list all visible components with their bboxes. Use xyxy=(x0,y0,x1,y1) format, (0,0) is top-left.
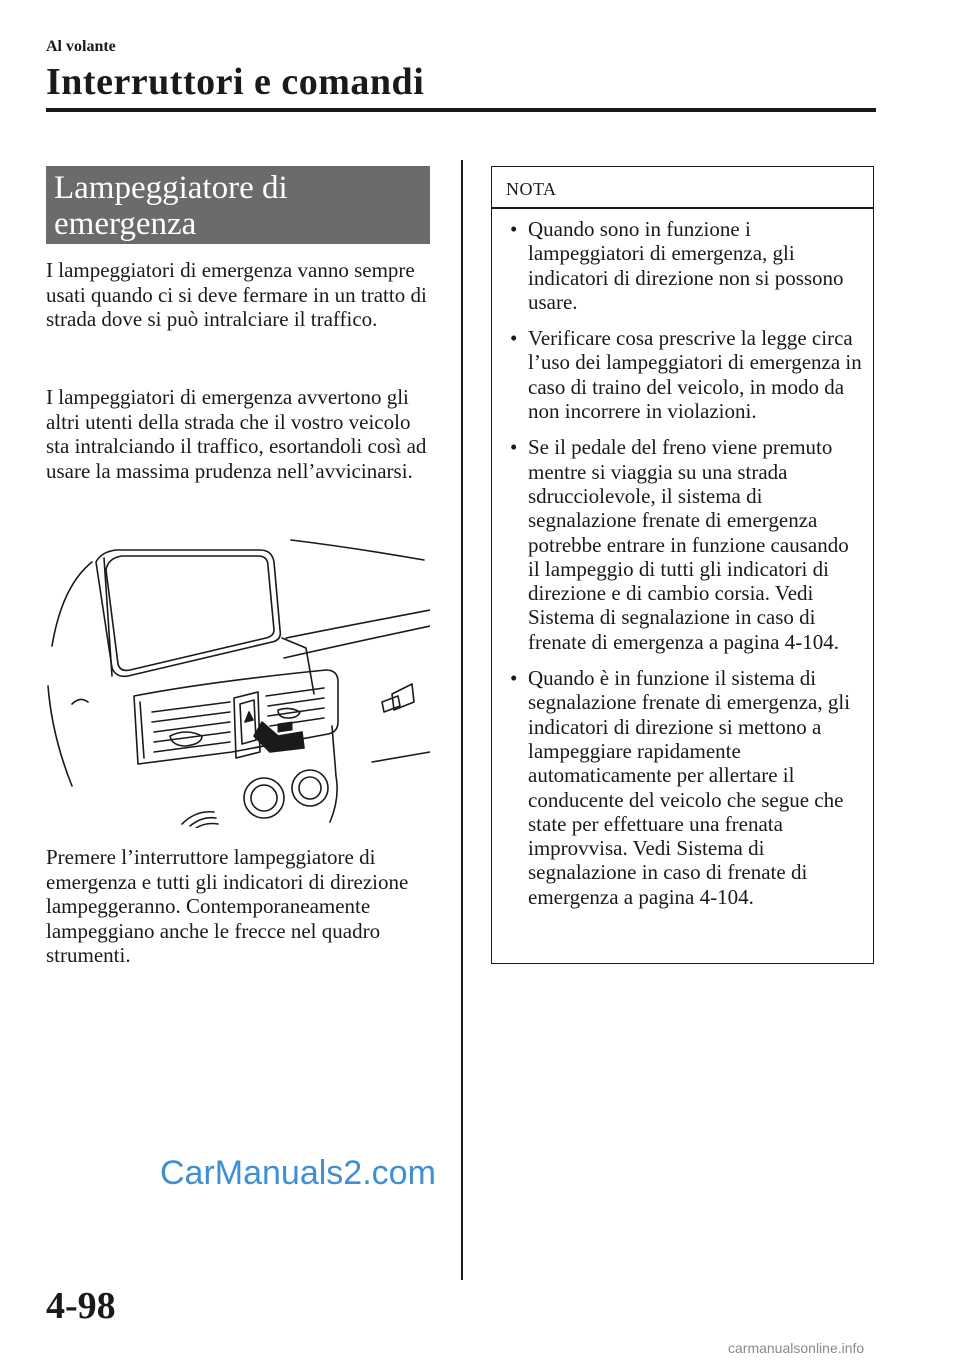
note-item xyxy=(504,326,864,423)
note-item-text: Quando è in funzione il sistema di segnalazione frenate di emergenza, gli indicatori di direzione si mettono a lampeggiare rapidamente automaticamente per allertare il conducente del veicolo che segue che state per effettuare una frenata improvvisa. Vedi Sistema di segnalazione in caso di frenate di emergenza a pagina 4-104. xyxy=(528,666,851,909)
bullet-icon: • xyxy=(510,666,518,691)
bullet-icon: • xyxy=(510,326,518,351)
intro-paragraph: I lampeggiatori di emergenza vanno sempre usati quando ci si deve fermare in un tratto di strada dove si può intralciare il traffico. xyxy=(46,258,427,331)
note-item xyxy=(504,666,864,909)
note-item-text: Se il pedale del freno viene premuto mentre si viaggia su una strada sdrucciolevole, il sistema di segnalazione frenate di emergenza potrebbe entrare in funzione causando il lampeggio di tutti gli indicatori di direzione e di cambio corsia. Vedi Sistema di segnalazione in caso di frenate di emergenza a pagina 4-104. xyxy=(528,435,849,654)
note-title-rule xyxy=(492,207,873,209)
header-rule xyxy=(46,108,876,112)
column-divider xyxy=(461,160,463,1280)
instruction-paragraph: Premere l’interruttore lampeggiatore di emergenza e tutti gli indicatori di direzione lampeggeranno. Contemporaneamente lampeggiano anche le frecce nel quadro strumenti. xyxy=(46,845,409,967)
note-list xyxy=(504,217,864,921)
section-heading-line-2: emergenza xyxy=(54,206,197,242)
note-title: NOTA xyxy=(506,179,557,199)
page-number: 4-98 xyxy=(46,1285,116,1327)
hazard-switch-illustration xyxy=(46,526,430,828)
note-item xyxy=(504,435,864,654)
footer-watermark: carmanualsonline.info xyxy=(728,1340,865,1356)
chapter-kicker: Al volante xyxy=(46,38,116,55)
note-item xyxy=(504,217,864,314)
note-item-text: Quando sono in funzione i lampeggiatori di emergenza, gli indicatori di direzione non si possono usare. xyxy=(528,217,844,314)
bullet-icon: • xyxy=(510,435,518,460)
section-heading-line-1: Lampeggiatore di xyxy=(54,170,288,206)
note-item-text: Verificare cosa prescrive la legge circa l’uso dei lampeggiatori di emergenza in caso di traino del veicolo, in modo da non incorrere in violazioni. xyxy=(528,326,862,424)
chapter-title: Interruttori e comandi xyxy=(46,61,425,103)
bullet-icon: • xyxy=(510,217,518,241)
section-heading xyxy=(46,166,430,244)
note-box xyxy=(491,166,874,964)
watermark-logo: CarManuals2.com xyxy=(160,1154,436,1192)
warning-paragraph: I lampeggiatori di emergenza avvertono gli altri utenti della strada che il vostro veicolo sta intralciando il traffico, esortandoli così ad usare la massima prudenza nell’avvicinarsi. xyxy=(46,385,427,483)
